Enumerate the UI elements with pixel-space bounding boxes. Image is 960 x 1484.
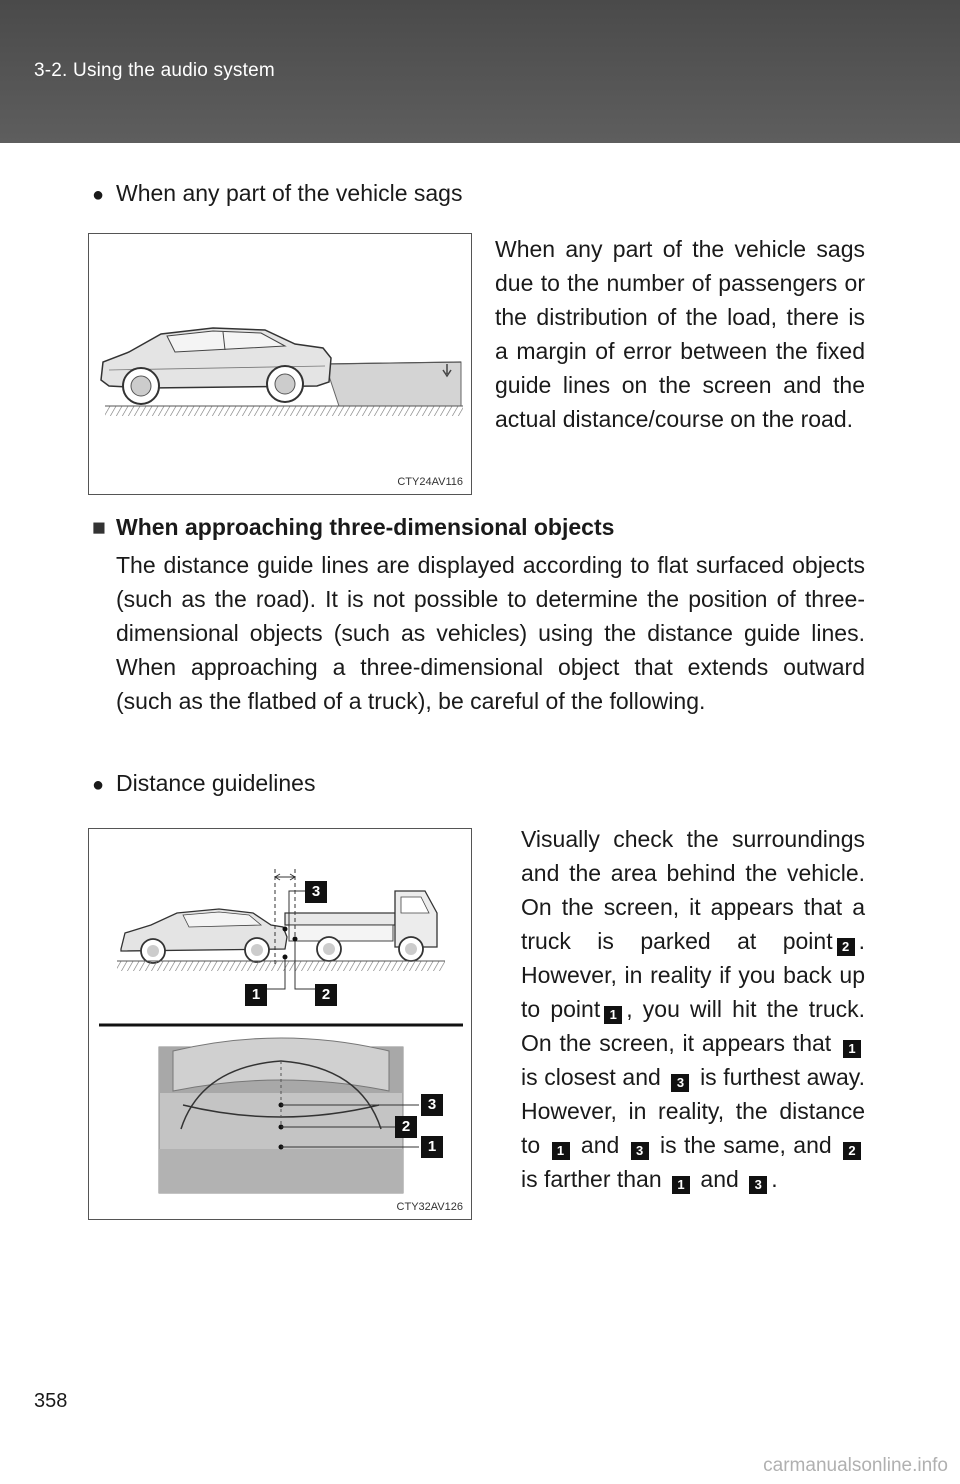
sag-heading: [92, 178, 462, 210]
text-segment: Visually check the surroundings and the area behind the vehicle. On the screen, it appears that a truck is parked at point: [521, 826, 865, 954]
distance-heading-text: Distance guidelines: [116, 770, 316, 796]
text-segment: , you will hit the truck. On the screen, it appears that: [521, 996, 865, 1056]
approach-heading: [92, 512, 614, 542]
distance-body-text: [521, 822, 865, 1196]
text-segment: . However, in reality if you back up to point: [521, 928, 865, 1022]
point-marker-3: 3: [749, 1176, 767, 1194]
point-marker-2: 2: [837, 938, 855, 956]
point-marker-1: 1: [604, 1006, 622, 1024]
text-segment: .: [771, 1166, 778, 1192]
callout-point-2: 2: [395, 1116, 417, 1138]
callout-point-2: 2: [315, 984, 337, 1006]
square-bullet-icon: ■: [92, 514, 106, 540]
sag-heading-text: When any part of the vehicle sags: [116, 180, 463, 206]
text-segment: and: [580, 1132, 620, 1158]
text-segment: is closest and: [521, 1064, 661, 1090]
approach-body-text: The distance guide lines are displayed according to flat surfaced objects (such as the road). It is not possible to determine the position of three-dimensional objects (such as vehicles) using the distance guide lines. When approaching a three-dimensional object that extends outward (such as the flatbed of a truck), be careful of the following.: [116, 552, 865, 714]
watermark: carmanualsonline.info: [763, 1455, 948, 1476]
bullet-icon: ●: [92, 184, 105, 206]
callout-point-1: 1: [421, 1136, 443, 1158]
sagging-car-illustration: [89, 234, 473, 496]
figure-code: CTY24AV116: [397, 476, 463, 488]
bullet-icon: ●: [92, 774, 105, 796]
point-marker-3: 3: [631, 1142, 649, 1160]
text-segment: is furthest away. However, in reality, the distance to: [521, 1064, 865, 1158]
point-marker-1: 1: [843, 1040, 861, 1058]
car-and-truck-illustration: [89, 829, 473, 1221]
page-number: 358: [34, 1390, 68, 1412]
figure-code: CTY32AV126: [396, 1201, 463, 1213]
approach-heading-text: When approaching three-dimensional objects: [116, 514, 615, 540]
text-segment: and: [700, 1166, 739, 1192]
point-marker-3: 3: [671, 1074, 689, 1092]
point-marker-1: 1: [552, 1142, 570, 1160]
callout-point-3: 3: [421, 1094, 443, 1116]
callout-point-3: 3: [305, 881, 327, 903]
text-segment: is farther than: [521, 1166, 662, 1192]
sag-figure: [88, 233, 472, 495]
section-title: 3-2. Using the audio system: [34, 60, 275, 81]
point-marker-1: 1: [672, 1176, 690, 1194]
sag-body-text: When any part of the vehicle sags due to the number of passengers or the distribution of the load, there is a margin of error between the fixed guide lines on the screen and the actual distance/course on the road.: [495, 236, 865, 432]
distance-figure: [88, 828, 472, 1220]
callout-point-1: 1: [245, 984, 267, 1006]
distance-heading: [92, 768, 315, 800]
text-segment: is the same, and: [660, 1132, 832, 1158]
point-marker-2: 2: [843, 1142, 861, 1160]
page-header: [0, 0, 960, 143]
